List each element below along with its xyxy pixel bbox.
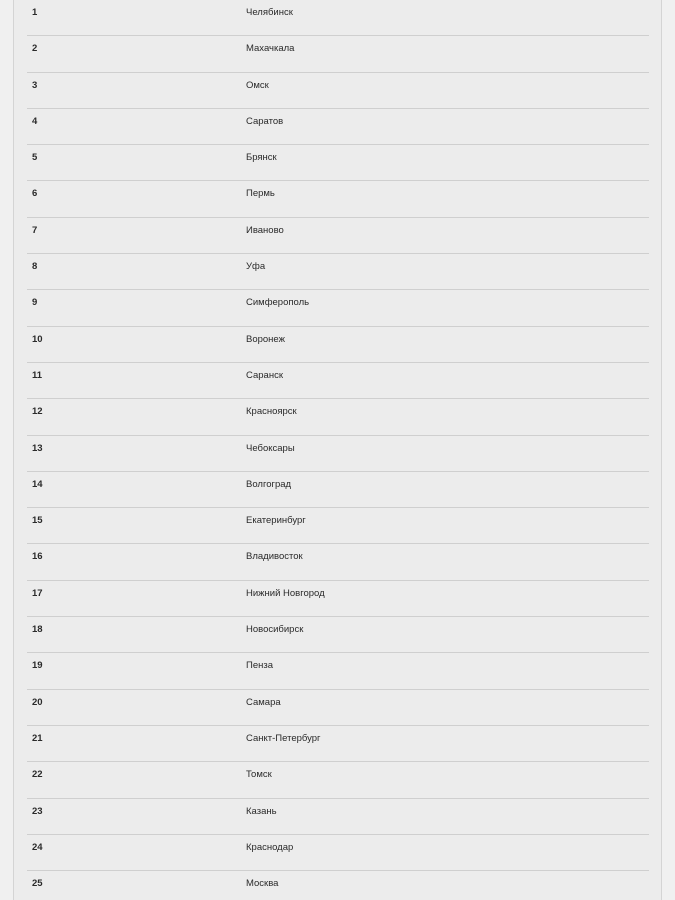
rank-cell: 5 [32, 152, 38, 164]
table-row [27, 581, 649, 617]
city-cell: Иваново [246, 224, 284, 236]
city-cell: Пенза [246, 660, 273, 672]
table-row [27, 109, 649, 145]
table-row [27, 690, 649, 726]
rank-cell: 24 [32, 841, 43, 853]
table-row [27, 653, 649, 689]
table-row [27, 363, 649, 399]
table-row [27, 871, 649, 900]
table-row [27, 399, 649, 435]
table-row [27, 472, 649, 508]
table-row [27, 181, 649, 217]
rank-cell: 19 [32, 660, 43, 672]
city-cell: Пермь [246, 188, 275, 200]
table-row [27, 218, 649, 254]
rank-cell: 1 [32, 7, 38, 18]
table-row [27, 436, 649, 472]
rank-cell: 21 [32, 732, 43, 744]
table-row [27, 0, 649, 36]
rank-cell: 13 [32, 442, 43, 454]
table-row [27, 145, 649, 181]
city-cell: Уфа [246, 261, 266, 273]
rank-cell: 15 [32, 515, 43, 527]
rank-cell: 20 [32, 696, 43, 708]
rank-cell: 11 [32, 369, 43, 381]
rank-cell: 6 [32, 188, 38, 200]
city-cell: Санкт-Петербург [246, 732, 321, 744]
city-cell: Москва [246, 878, 279, 890]
city-cell: Брянск [246, 152, 277, 164]
rank-cell: 18 [32, 624, 43, 636]
city-cell: Владивосток [246, 551, 303, 563]
table-row [27, 726, 649, 762]
table-row [27, 544, 649, 580]
table-row [27, 290, 649, 326]
rank-cell: 14 [32, 478, 43, 490]
rank-cell: 23 [32, 805, 43, 817]
table-row [27, 327, 649, 363]
city-cell: Красноярск [246, 406, 297, 418]
table-row [27, 762, 649, 798]
city-ranking-table [27, 0, 649, 900]
rank-cell: 4 [32, 115, 38, 127]
table-row [27, 617, 649, 653]
city-cell: Челябинск [246, 7, 293, 18]
table-row [27, 835, 649, 871]
table-row [27, 254, 649, 290]
city-cell: Томск [246, 769, 272, 781]
rank-cell: 9 [32, 297, 38, 309]
rank-cell: 16 [32, 551, 43, 563]
rank-cell: 12 [32, 406, 43, 418]
rank-cell: 7 [32, 224, 38, 236]
rank-cell: 2 [32, 43, 38, 55]
city-cell: Омск [246, 79, 269, 91]
table-row [27, 799, 649, 835]
city-cell: Новосибирск [246, 624, 304, 636]
city-cell: Волгоград [246, 478, 292, 490]
city-cell: Симферополь [246, 297, 310, 309]
city-cell: Махачкала [246, 43, 295, 55]
table-row [27, 508, 649, 544]
city-cell: Краснодар [246, 841, 294, 853]
city-cell: Нижний Новгород [246, 587, 325, 599]
city-cell: Казань [246, 805, 277, 817]
city-cell: Самара [246, 696, 281, 708]
rank-cell: 25 [32, 878, 43, 890]
table-row [27, 73, 649, 109]
city-cell: Воронеж [246, 333, 285, 345]
city-cell: Саратов [246, 115, 284, 127]
city-cell: Екатеринбург [246, 515, 306, 527]
city-cell: Саранск [246, 369, 283, 381]
rank-cell: 8 [32, 261, 38, 273]
rank-cell: 22 [32, 769, 43, 781]
table-row [27, 36, 649, 72]
rank-cell: 17 [32, 587, 43, 599]
rank-cell: 10 [32, 333, 43, 345]
city-cell: Чебоксары [246, 442, 295, 454]
rank-cell: 3 [32, 79, 38, 91]
